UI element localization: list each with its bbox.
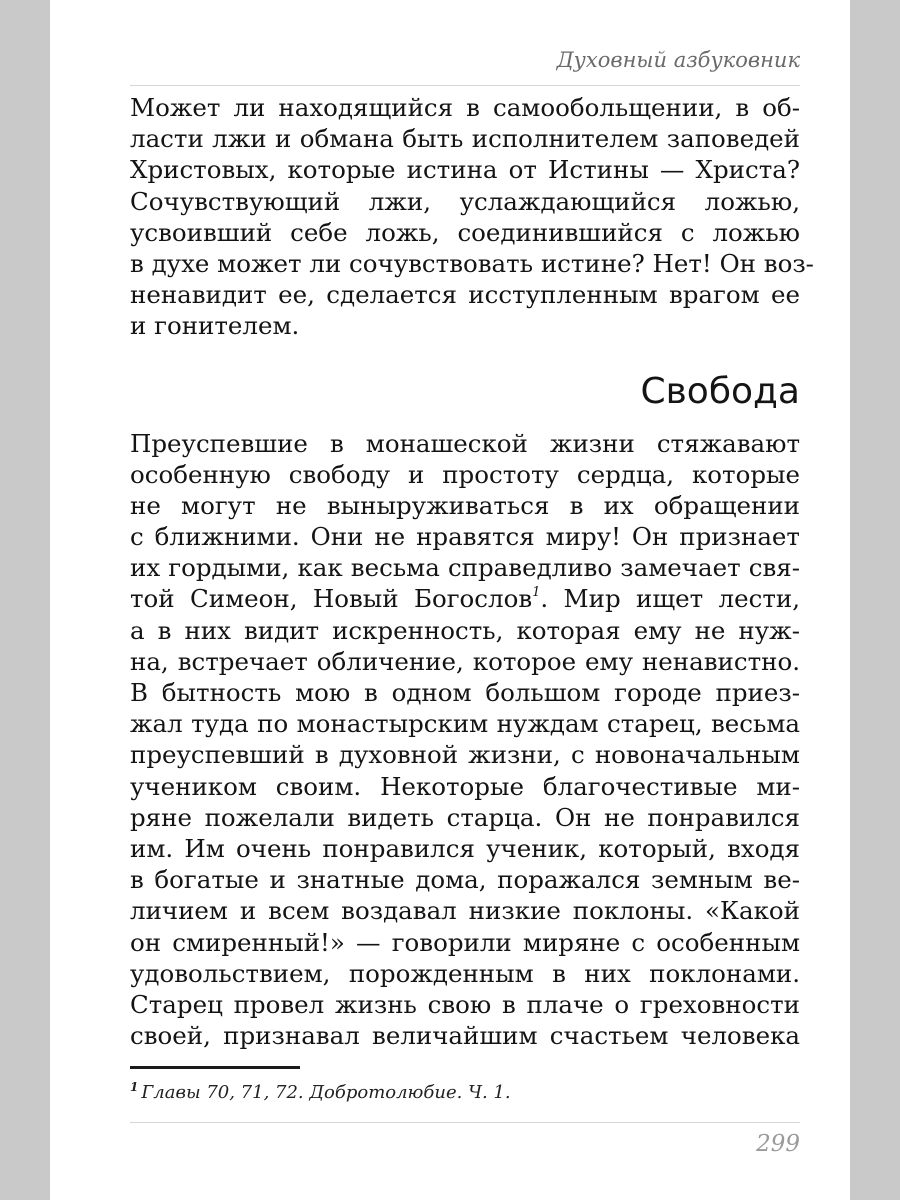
text-line: жал туда по монастырским нуждам старец, весьма (130, 709, 800, 739)
footnote-separator (130, 1066, 300, 1069)
text-line: им. Им очень понравился ученик, который, входя (130, 833, 800, 863)
text-segment: . Мир ищет лести, (540, 584, 800, 614)
text-line: Может ли находящийся в самообольщении, в об- (130, 93, 800, 122)
text-line: особенную свободу и простоту сердца, которые (130, 459, 800, 489)
running-header: Духовный азбуковник (556, 48, 800, 72)
text-line: в богатые и знатные дома, поражался земным ве- (130, 865, 800, 895)
book-page (50, 0, 850, 1200)
section-heading: Свобода (640, 370, 800, 412)
text-line: с ближними. Они не нравятся миру! Он признает (130, 522, 800, 552)
text-line: удовольствием, порожденным в них поклонами. (130, 958, 800, 988)
text-line: преуспевший в духовной жизни, с новоначальным (130, 740, 800, 770)
paragraph-1 (130, 92, 814, 342)
footnote (130, 1080, 800, 1103)
text-line: Христовых, которые истина от Истины — Христа? (130, 155, 800, 185)
text-line-with-footnote-ref (130, 583, 800, 614)
text-line: ласти лжи и обмана быть исполнителем заповедей (130, 124, 800, 154)
footnote-reference[interactable]: 1 (532, 585, 541, 601)
text-line: и гонителем. (130, 311, 300, 341)
text-line: своей, признавал величайшим счастьем человека (130, 1021, 800, 1051)
text-line: на, встречает обличение, которое ему ненавистно. (130, 646, 800, 676)
text-line: в духе может ли сочувствовать истине? Нет! Он воз- (130, 248, 814, 278)
text-line: учеником своим. Некоторые благочестивые ми- (130, 771, 800, 801)
footer-rule (130, 1122, 800, 1123)
paragraph-2 (130, 428, 800, 1052)
text-line: их гордыми, как весьма справедливо замечает свя- (130, 553, 800, 583)
text-line: личием и всем воздавал низкие поклоны. «Какой (130, 896, 800, 926)
page-number: 299 (756, 1131, 800, 1157)
text-line: ряне пожелали видеть старца. Он не понравился (130, 802, 800, 832)
text-line: Старец провел жизнь свою в плаче о греховности (130, 989, 800, 1019)
text-line: а в них видит искренность, которая ему не нуж- (130, 615, 800, 645)
text-line: ненавидит ее, сделается исступленным врагом ее (130, 280, 800, 310)
text-line: усвоивший себе ложь, соединившийся с ложью (130, 217, 800, 247)
header-rule (130, 85, 800, 86)
text-line: он смиренный!» — говорили миряне с особенным (130, 927, 800, 957)
text-line: В бытность мою в одном большом городе приез- (130, 678, 800, 707)
text-line: Преуспевшие в монашеской жизни стяжавают (130, 428, 800, 458)
text-segment: той Симеон, Новый Богослов (130, 584, 533, 614)
footnote-text: Главы 70, 71, 72. Добротолюбие. Ч. 1. (141, 1082, 511, 1103)
footnote-mark: 1 (130, 1080, 139, 1094)
text-line: не могут не выныруживаться в их обращении (130, 490, 800, 520)
page-body (130, 92, 814, 1051)
text-line: Сочувствующий лжи, услаждающийся ложью, (130, 186, 800, 216)
